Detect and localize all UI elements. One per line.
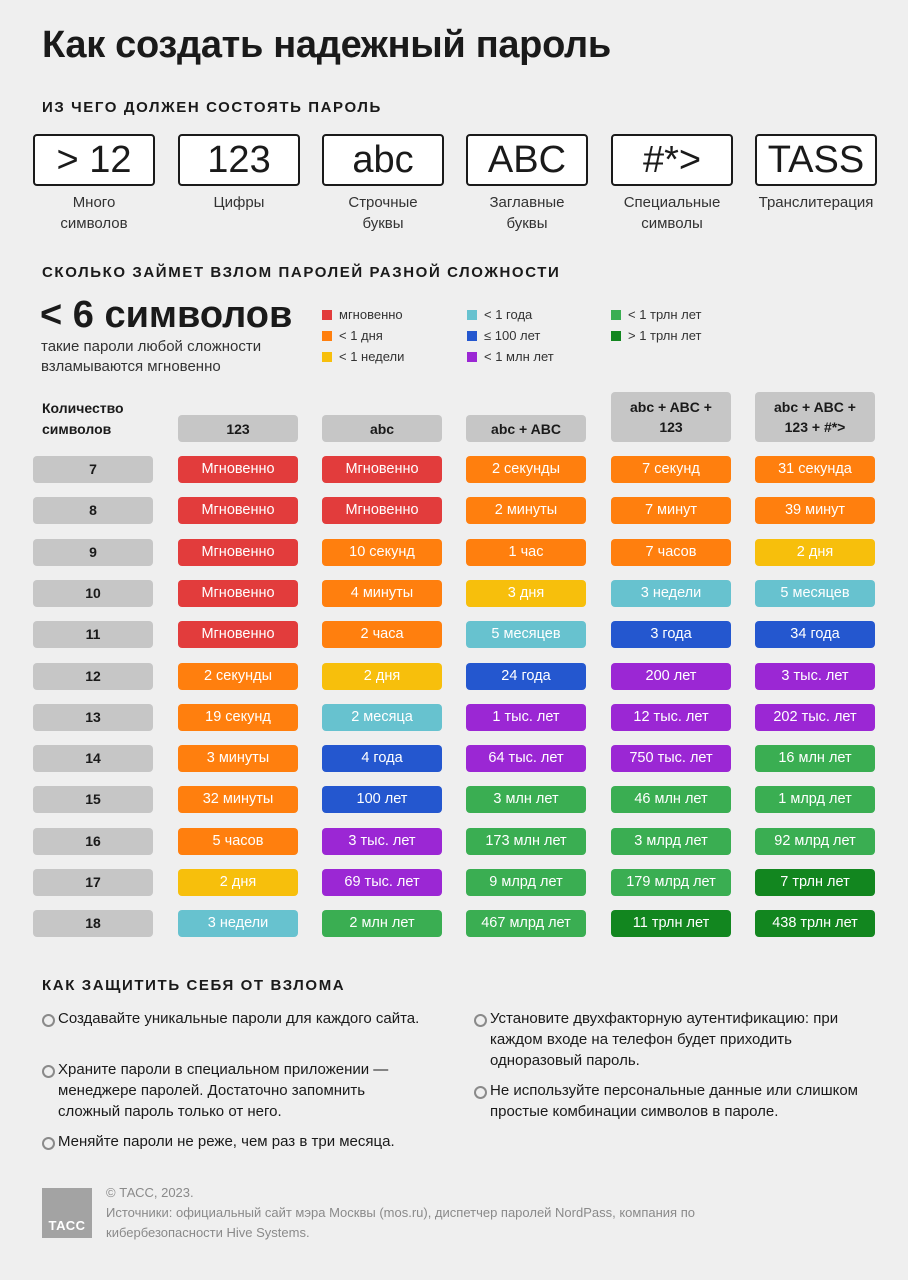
crack-time-cell: 5 месяцев <box>755 580 875 607</box>
legend-swatch <box>322 331 332 341</box>
crack-time-cell: 46 млн лет <box>611 786 731 813</box>
crack-time-cell: 7 трлн лет <box>755 869 875 896</box>
row-char-count: 13 <box>33 704 153 731</box>
crack-time-cell: 10 секунд <box>322 539 442 566</box>
crack-time-cell: 69 тыс. лет <box>322 869 442 896</box>
tip-item: Храните пароли в специальном приложении — менеджере паролей. Достаточно запомнить сложный пароль только от него. <box>42 1059 422 1122</box>
short-password-title: < 6 символов <box>40 294 293 336</box>
legend-label: < 1 недели <box>339 349 405 364</box>
legend-swatch <box>322 352 332 362</box>
crack-time-cell: 2 дня <box>178 869 298 896</box>
composition-label: Цифры <box>213 194 265 211</box>
crack-time-cell: 467 млрд лет <box>466 910 586 937</box>
legend-swatch <box>322 310 332 320</box>
tip-item: Создавайте уникальные пароли для каждого сайта. <box>42 1008 422 1029</box>
page-title: Как создать надежный пароль <box>42 24 611 66</box>
composition-symbol: #*> <box>611 134 733 186</box>
row-char-count: 16 <box>33 828 153 855</box>
composition-heading: ИЗ ЧЕГО ДОЛЖЕН СОСТОЯТЬ ПАРОЛЬ <box>42 99 382 116</box>
row-char-count: 9 <box>33 539 153 566</box>
crack-time-cell: 4 года <box>322 745 442 772</box>
crack-time-cell: 3 млн лет <box>466 786 586 813</box>
crack-time-cell: 12 тыс. лет <box>611 704 731 731</box>
legend-item <box>322 328 383 344</box>
crack-time-cell: Мгновенно <box>322 456 442 483</box>
crack-time-cell: Мгновенно <box>178 497 298 524</box>
row-char-count: 15 <box>33 786 153 813</box>
crack-time-cell: 2 секунды <box>466 456 586 483</box>
crack-time-cell: 32 минуты <box>178 786 298 813</box>
composition-item <box>755 134 877 213</box>
crack-time-cell: 2 минуты <box>466 497 586 524</box>
crack-time-cell: 5 часов <box>178 828 298 855</box>
legend-swatch <box>467 352 477 362</box>
legend-label: < 1 млн лет <box>484 349 554 364</box>
crack-time-cell: 200 лет <box>611 663 731 690</box>
column-header: 123 <box>178 415 298 442</box>
legend-swatch <box>611 331 621 341</box>
composition-symbol: TASS <box>755 134 877 186</box>
legend-label: > 1 трлн лет <box>628 328 702 343</box>
crack-time-cell: 2 месяца <box>322 704 442 731</box>
legend-item <box>611 307 702 323</box>
composition-label: Строчные буквы <box>348 194 418 232</box>
legend-swatch <box>467 331 477 341</box>
row-char-count: 7 <box>33 456 153 483</box>
crack-time-cell: 7 секунд <box>611 456 731 483</box>
crack-time-cell: 1 тыс. лет <box>466 704 586 731</box>
crack-time-cell: 2 часа <box>322 621 442 648</box>
char-count-header: Количество символов <box>42 400 124 437</box>
crack-time-cell: Мгновенно <box>178 580 298 607</box>
crack-time-cell: 3 минуты <box>178 745 298 772</box>
composition-label: Транслитерация <box>758 194 874 211</box>
crack-time-cell: 3 недели <box>611 580 731 607</box>
legend-label: ≤ 100 лет <box>484 328 541 343</box>
crack-time-cell: 202 тыс. лет <box>755 704 875 731</box>
crack-time-cell: 2 дня <box>322 663 442 690</box>
row-char-count: 12 <box>33 663 153 690</box>
composition-item <box>611 134 733 234</box>
composition-label: Заглавные буквы <box>489 194 565 232</box>
legend-item <box>322 307 403 323</box>
tip-item: Установите двухфакторную аутентификацию: при каждом входе на телефон будет приходить одноразовый пароль. <box>474 1008 864 1071</box>
crack-time-cell: 3 млрд лет <box>611 828 731 855</box>
legend-item <box>467 349 554 365</box>
crack-time-cell: 173 млн лет <box>466 828 586 855</box>
legend-item <box>611 328 702 344</box>
composition-symbol: > 12 <box>33 134 155 186</box>
crack-time-cell: 100 лет <box>322 786 442 813</box>
crack-time-cell: Мгновенно <box>178 456 298 483</box>
legend-label: < 1 трлн лет <box>628 307 702 322</box>
tass-logo: ТАСС <box>42 1188 92 1238</box>
crack-time-cell: 92 млрд лет <box>755 828 875 855</box>
crack-time-heading: СКОЛЬКО ЗАЙМЕТ ВЗЛОМ ПАРОЛЕЙ РАЗНОЙ СЛОЖНОСТИ <box>42 264 561 281</box>
legend-label: мгновенно <box>339 307 403 322</box>
composition-symbol: ABC <box>466 134 588 186</box>
legend-item <box>467 328 540 344</box>
crack-time-cell: 438 трлн лет <box>755 910 875 937</box>
protect-heading: КАК ЗАЩИТИТЬ СЕБЯ ОТ ВЗЛОМА <box>42 977 346 994</box>
crack-time-cell: 11 трлн лет <box>611 910 731 937</box>
crack-time-cell: 31 секунда <box>755 456 875 483</box>
crack-time-cell: 16 млн лет <box>755 745 875 772</box>
crack-time-cell: 1 млрд лет <box>755 786 875 813</box>
tip-item: Не используйте персональные данные или слишком простые комбинации символов в пароле. <box>474 1080 864 1122</box>
row-char-count: 17 <box>33 869 153 896</box>
crack-time-cell: Мгновенно <box>322 497 442 524</box>
column-header: abc <box>322 415 442 442</box>
legend-label: < 1 дня <box>339 328 383 343</box>
copyright: © ТАСС, 2023. <box>106 1185 194 1200</box>
crack-time-cell: 1 час <box>466 539 586 566</box>
tip-item: Меняйте пароли не реже, чем раз в три месяца. <box>42 1131 422 1152</box>
column-header: abc + ABC <box>466 415 586 442</box>
row-char-count: 11 <box>33 621 153 648</box>
crack-time-cell: 3 тыс. лет <box>322 828 442 855</box>
crack-time-cell: 24 года <box>466 663 586 690</box>
crack-time-cell: 2 секунды <box>178 663 298 690</box>
crack-time-cell: 3 тыс. лет <box>755 663 875 690</box>
crack-time-cell: 750 тыс. лет <box>611 745 731 772</box>
sources: Источники: официальный сайт мэра Москвы (mos.ru), диспетчер паролей NordPass, компания по кибербезопасности Hive Systems. <box>106 1205 695 1240</box>
composition-item <box>466 134 588 234</box>
crack-time-cell: 64 тыс. лет <box>466 745 586 772</box>
crack-time-cell: Мгновенно <box>178 621 298 648</box>
crack-time-cell: 7 часов <box>611 539 731 566</box>
crack-time-cell: 7 минут <box>611 497 731 524</box>
legend-item <box>322 349 404 365</box>
legend-label: < 1 года <box>484 307 533 322</box>
crack-time-cell: 179 млрд лет <box>611 869 731 896</box>
row-char-count: 8 <box>33 497 153 524</box>
legend-item <box>467 307 532 323</box>
legend-swatch <box>467 310 477 320</box>
short-password-desc: такие пароли любой сложности взламываются мгновенно <box>41 338 262 375</box>
composition-label: Много символов <box>60 194 128 232</box>
column-header: abc + ABC + 123 <box>611 392 731 442</box>
crack-time-cell: 3 недели <box>178 910 298 937</box>
crack-time-cell: 34 года <box>755 621 875 648</box>
row-char-count: 10 <box>33 580 153 607</box>
crack-time-cell: Мгновенно <box>178 539 298 566</box>
column-header: abc + ABC + 123 + #*> <box>755 392 875 442</box>
crack-time-cell: 4 минуты <box>322 580 442 607</box>
crack-time-cell: 9 млрд лет <box>466 869 586 896</box>
composition-symbol: 123 <box>178 134 300 186</box>
crack-time-cell: 5 месяцев <box>466 621 586 648</box>
row-char-count: 18 <box>33 910 153 937</box>
composition-label: Специальные символы <box>623 194 721 232</box>
legend-swatch <box>611 310 621 320</box>
composition-item <box>178 134 300 213</box>
crack-time-cell: 19 секунд <box>178 704 298 731</box>
crack-time-cell: 3 года <box>611 621 731 648</box>
crack-time-cell: 2 млн лет <box>322 910 442 937</box>
composition-item <box>33 134 155 234</box>
crack-time-cell: 39 минут <box>755 497 875 524</box>
composition-item <box>322 134 444 234</box>
composition-symbol: abc <box>322 134 444 186</box>
row-char-count: 14 <box>33 745 153 772</box>
crack-time-cell: 2 дня <box>755 539 875 566</box>
crack-time-cell: 3 дня <box>466 580 586 607</box>
